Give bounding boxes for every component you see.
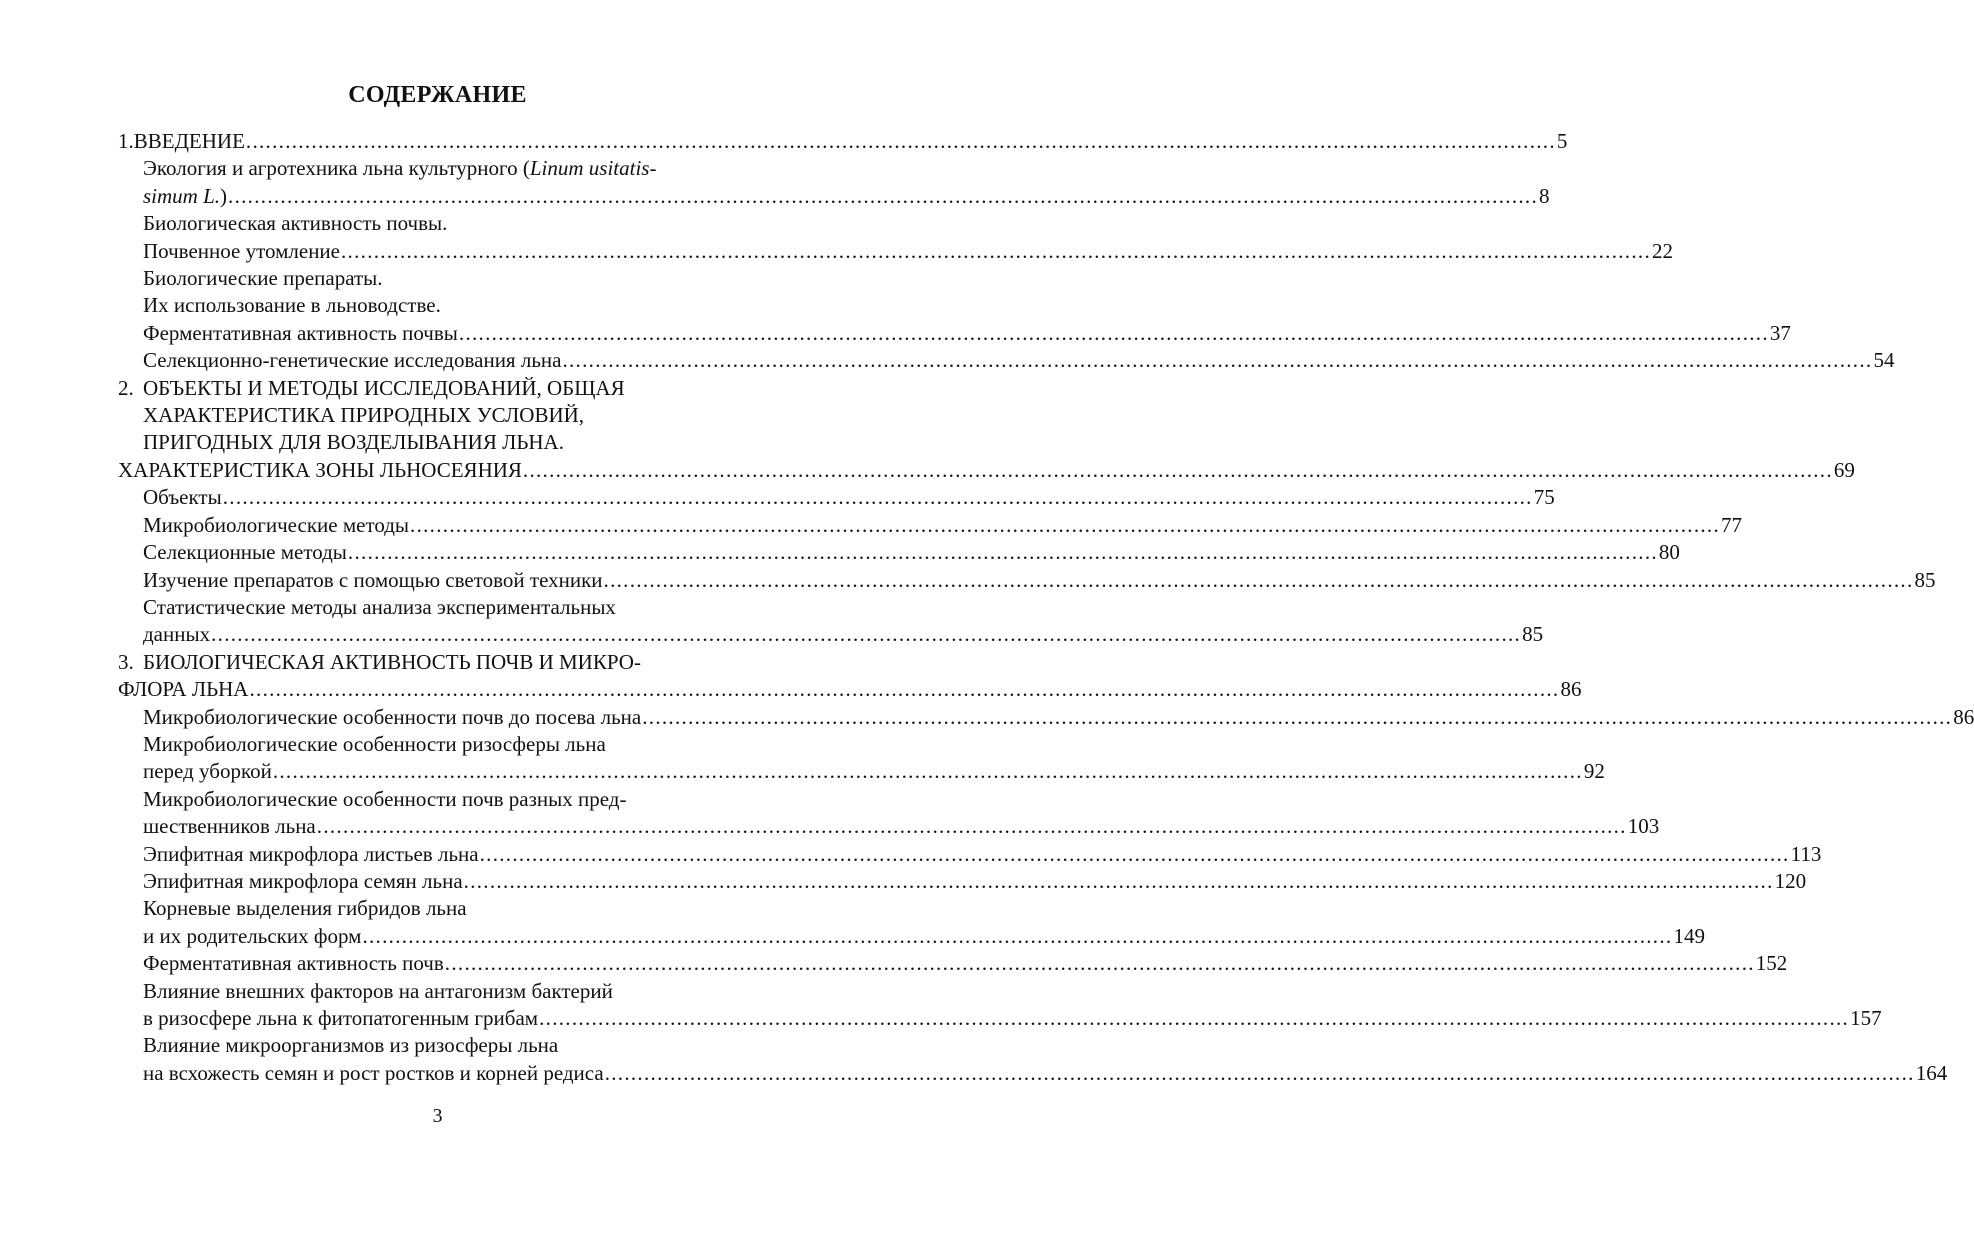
toc-page-number: 85 — [1914, 567, 1936, 592]
toc-page-number: 37 — [1769, 320, 1791, 345]
toc-entry — [118, 539, 1680, 566]
toc-entry — [118, 183, 1550, 210]
toc-entry-text: Селекционно-генетические исследования льна — [143, 348, 562, 373]
toc-dot-leader: ........................................................................................................................................................................................................ — [603, 567, 1914, 592]
toc-entry — [118, 512, 1743, 539]
toc-line — [118, 594, 722, 621]
toc-page-number: 120 — [1774, 868, 1807, 893]
toc-entry-text: simum L.) — [143, 183, 228, 208]
toc-page-number: 54 — [1873, 348, 1895, 373]
toc-line — [118, 895, 722, 922]
toc-entry — [118, 841, 1822, 868]
toc-page-number: 75 — [1533, 485, 1555, 510]
toc-entry-text: ХАРАКТЕРИСТИКА ЗОНЫ ЛЬНОСЕЯНИЯ — [118, 457, 522, 482]
toc-line — [118, 292, 722, 319]
toc-entry-text: Биологические препараты. — [143, 266, 383, 291]
toc-entry-text: Их использование в льноводстве. — [143, 293, 441, 318]
toc-line — [118, 786, 722, 813]
toc-entry-text: перед уборкой — [143, 759, 272, 784]
toc-entry-text: Экология и агротехника льна культурного (Linum usitatis- — [143, 156, 657, 181]
toc-line — [118, 375, 722, 402]
toc-dot-leader: ........................................................................................................................................................................................................ — [245, 129, 1556, 153]
toc-dot-leader: ........................................................................................................................................................................................................ — [249, 677, 1560, 702]
toc-entry-text: Эпифитная микрофлора листьев льна — [143, 841, 479, 866]
toc-line — [118, 429, 722, 456]
toc-page-number: 69 — [1833, 457, 1855, 482]
toc-page-number: 77 — [1721, 512, 1743, 537]
toc-entry-text: ПРИГОДНЫХ ДЛЯ ВОЗДЕЛЫВАНИЯ ЛЬНА. — [143, 430, 564, 455]
toc-entry — [118, 950, 1788, 977]
toc-page-number: 149 — [1673, 923, 1705, 948]
toc-line — [118, 210, 722, 237]
toc-entry-text: Влияние микроорганизмов из ризосферы льна — [143, 1033, 559, 1058]
toc-entry — [118, 484, 1555, 511]
toc-dot-leader: ........................................................................................................................................................................................................ — [211, 622, 1522, 647]
toc-entry-text: Микробиологические особенности ризосферы льна — [143, 731, 606, 756]
toc-entry-text: Влияние внешних факторов на антагонизм бактерий — [143, 978, 613, 1003]
toc-entry-text: Объекты — [143, 485, 222, 510]
toc-page-number: 164 — [1915, 1060, 1948, 1085]
page-title: СОДЕРЖАНИЕ — [348, 82, 527, 108]
toc-page-number: 85 — [1522, 622, 1544, 647]
toc-chapter-number: 1. — [118, 129, 134, 153]
toc-dot-leader: ........................................................................................................................................................................................................ — [444, 951, 1755, 976]
toc-entry-text: Ферментативная активность почв — [143, 951, 444, 976]
toc-entry — [118, 320, 1791, 347]
toc-line — [118, 265, 722, 292]
toc-entry — [118, 813, 1660, 840]
toc-entry-text: Микробиологические особенности почв до посева льна — [143, 704, 642, 729]
toc-dot-leader: ........................................................................................................................................................................................................ — [222, 485, 1533, 510]
toc-dot-leader: ........................................................................................................................................................................................................ — [228, 183, 1539, 208]
toc-entry — [118, 621, 1544, 648]
toc-entry-text: Изучение препаратов с помощью световой техники — [143, 567, 603, 592]
toc-entry-text: БИОЛОГИЧЕСКАЯ АКТИВНОСТЬ ПОЧВ И МИКРО- — [143, 649, 641, 674]
toc-entry-text: данных — [143, 622, 211, 647]
toc-entry-text: Микробиологические методы — [143, 512, 410, 537]
toc-page-number: 113 — [1790, 841, 1822, 866]
toc-dot-leader: ........................................................................................................................................................................................................ — [522, 457, 1833, 482]
toc-dot-leader: ........................................................................................................................................................................................................ — [562, 348, 1873, 373]
page-number: 3 — [432, 1105, 443, 1127]
toc-entry-text: и их родительских форм — [143, 923, 362, 948]
toc-dot-leader: ........................................................................................................................................................................................................ — [362, 923, 1673, 948]
toc-entry-text: ХАРАКТЕРИСТИКА ПРИРОДНЫХ УСЛОВИЙ, — [143, 403, 585, 428]
toc-page-number: 103 — [1627, 814, 1660, 839]
toc-page-number: 8 — [1539, 183, 1550, 208]
toc-line — [118, 731, 722, 758]
toc-entry-text: Корневые выделения гибридов льна — [143, 896, 467, 921]
toc-dot-leader: ........................................................................................................................................................................................................ — [479, 841, 1790, 866]
toc-entry-text: шественников льна — [143, 814, 316, 839]
toc-entry — [118, 758, 1605, 785]
toc-entry — [118, 1060, 1948, 1087]
toc-entry-text: Биологическая активность почвы. — [143, 211, 448, 236]
toc-page-number: 5 — [1556, 129, 1568, 153]
toc-entry — [118, 923, 1705, 950]
toc-entry-text: Селекционные методы — [143, 540, 347, 565]
toc-dot-leader: ........................................................................................................................................................................................................ — [463, 868, 1774, 893]
toc-page-number: 152 — [1755, 951, 1788, 976]
toc-entry — [118, 1005, 1882, 1032]
toc-line — [118, 402, 722, 429]
toc-line — [118, 649, 722, 676]
toc-page-number: 92 — [1583, 759, 1605, 784]
toc-dot-leader: ........................................................................................................................................................................................................ — [458, 320, 1769, 345]
toc-entry — [118, 457, 1855, 484]
toc-entry-text: Почвенное утомление — [143, 238, 340, 263]
toc-entry-text: Эпифитная микрофлора семян льна — [143, 868, 463, 893]
toc-dot-leader: ........................................................................................................................................................................................................ — [316, 814, 1627, 839]
table-of-contents — [118, 128, 1974, 1087]
toc-entry-text: ОБЪЕКТЫ И МЕТОДЫ ИССЛЕДОВАНИЙ, ОБЩАЯ — [143, 375, 625, 400]
toc-line — [118, 1032, 722, 1059]
toc-entry-text: ВВЕДЕНИЕ — [133, 129, 245, 153]
toc-entry-text: ФЛОРА ЛЬНА — [118, 677, 249, 702]
toc-entry — [118, 238, 1673, 265]
toc-dot-leader: ........................................................................................................................................................................................................ — [272, 759, 1583, 784]
toc-dot-leader: ........................................................................................................................................................................................................ — [642, 704, 1953, 729]
toc-dot-leader: ........................................................................................................................................................................................................ — [341, 238, 1651, 263]
toc-entry — [118, 567, 1936, 594]
toc-page-number: 80 — [1658, 540, 1680, 565]
toc-entry-text: Ферментативная активность почвы — [143, 320, 458, 345]
toc-page-number: 22 — [1652, 238, 1673, 263]
toc-chapter-number: 2. — [118, 375, 134, 400]
toc-dot-leader: ........................................................................................................................................................................................................ — [347, 540, 1658, 565]
toc-dot-leader: ........................................................................................................................................................................................................ — [539, 1006, 1850, 1030]
toc-entry-text: на всхожесть семян и рост ростков и корней редиса — [143, 1060, 604, 1085]
toc-line — [118, 155, 722, 182]
toc-dot-leader: ........................................................................................................................................................................................................ — [410, 512, 1721, 537]
toc-entry — [118, 347, 1895, 374]
toc-entry-text: в ризосфере льна к фитопатогенным грибам — [143, 1006, 539, 1030]
toc-page-number: 86 — [1560, 677, 1582, 702]
toc-entry — [118, 868, 1807, 895]
toc-page-number: 86 — [1953, 704, 1974, 729]
toc-entry — [118, 128, 1568, 155]
toc-line — [118, 978, 722, 1005]
toc-entry-text: Микробиологические особенности почв разных пред- — [143, 786, 627, 811]
toc-page-number: 157 — [1850, 1006, 1882, 1030]
toc-chapter-number: 3. — [118, 649, 134, 674]
toc-entry-text: Статистические методы анализа экспериментальных — [143, 594, 616, 619]
toc-entry — [118, 704, 1974, 731]
toc-entry — [118, 676, 1582, 703]
toc-dot-leader: ........................................................................................................................................................................................................ — [604, 1060, 1915, 1085]
